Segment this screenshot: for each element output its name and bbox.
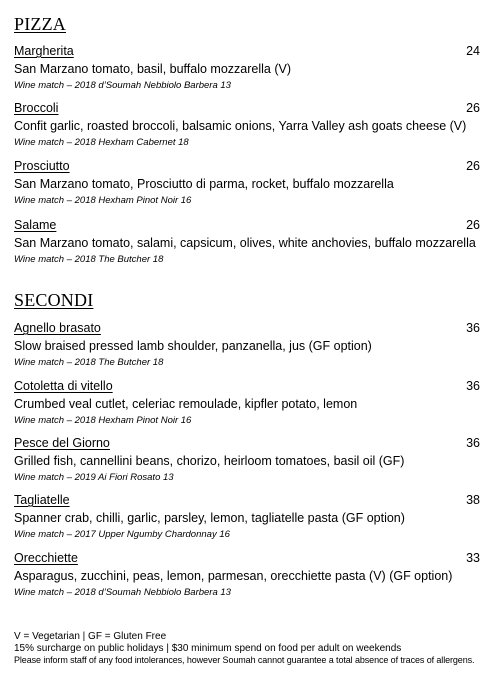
- section-title-pizza: PIZZA: [14, 14, 66, 34]
- item-description: Slow braised pressed lamb shoulder, panzanella, jus (GF option): [14, 339, 372, 353]
- menu-item: [14, 158, 480, 216]
- item-price: 26: [466, 218, 480, 232]
- item-price: 38: [466, 493, 480, 507]
- menu-item: [14, 550, 480, 608]
- menu-item: [14, 320, 480, 378]
- item-description: San Marzano tomato, Prosciutto di parma, rocket, buffalo mozzarella: [14, 177, 394, 191]
- item-description: Grilled fish, cannellini beans, chorizo, heirloom tomatoes, basil oil (GF): [14, 454, 405, 468]
- wine-match: Wine match – 2018 The Butcher 18: [14, 254, 164, 265]
- item-name: Orecchiette: [14, 551, 78, 565]
- item-name: Agnello brasato: [14, 321, 101, 335]
- wine-match: Wine match – 2018 d’Soumah Nebbiolo Barbera 13: [14, 587, 231, 598]
- menu-item: [14, 378, 480, 436]
- menu-item: [14, 492, 480, 550]
- wine-match: Wine match – 2018 Hexham Pinot Noir 16: [14, 195, 192, 206]
- section-title-secondi: SECONDI: [14, 290, 94, 310]
- allergen-note: Please inform staff of any food intolerances, however Soumah cannot guarantee a total absence of traces of allergens.: [14, 655, 475, 665]
- surcharge-note: 15% surcharge on public holidays | $30 minimum spend on food per adult on weekends: [14, 643, 402, 654]
- item-name: Pesce del Giorno: [14, 436, 110, 450]
- menu-page: [14, 0, 480, 700]
- item-name: Cotoletta di vitello: [14, 379, 113, 393]
- item-price: 36: [466, 379, 480, 393]
- item-name: Tagliatelle: [14, 493, 70, 507]
- item-name: Salame: [14, 218, 57, 232]
- item-name: Broccoli: [14, 101, 59, 115]
- item-description: San Marzano tomato, basil, buffalo mozzarella (V): [14, 62, 291, 76]
- wine-match: Wine match – 2019 Ai Fiori Rosato 13: [14, 472, 174, 483]
- item-name: Prosciutto: [14, 159, 70, 173]
- item-price: 26: [466, 159, 480, 173]
- menu-footer: [14, 631, 480, 666]
- wine-match: Wine match – 2018 The Butcher 18: [14, 357, 164, 368]
- item-name: Margherita: [14, 44, 74, 58]
- item-description: Crumbed veal cutlet, celeriac remoulade, kipfler potato, lemon: [14, 397, 358, 411]
- menu-item: [14, 217, 480, 275]
- dietary-legend: V = Vegetarian | GF = Gluten Free: [14, 631, 167, 642]
- item-price: 24: [466, 44, 480, 58]
- item-description: Confit garlic, roasted broccoli, balsamic onions, Yarra Valley ash goats cheese (V): [14, 119, 467, 133]
- item-price: 26: [466, 101, 480, 115]
- item-description: San Marzano tomato, salami, capsicum, olives, white anchovies, buffalo mozzarella: [14, 236, 476, 250]
- wine-match: Wine match – 2017 Upper Ngumby Chardonnay 16: [14, 529, 230, 540]
- menu-item: [14, 43, 480, 101]
- wine-match: Wine match – 2018 d’Soumah Nebbiolo Barbera 13: [14, 80, 231, 91]
- item-description: Spanner crab, chilli, garlic, parsley, lemon, tagliatelle pasta (GF option): [14, 511, 405, 525]
- wine-match: Wine match – 2018 Hexham Pinot Noir 16: [14, 415, 192, 426]
- item-price: 36: [466, 321, 480, 335]
- item-price: 33: [466, 551, 480, 565]
- item-price: 36: [466, 436, 480, 450]
- menu-item: [14, 435, 480, 493]
- item-description: Asparagus, zucchini, peas, lemon, parmesan, orecchiette pasta (V) (GF option): [14, 569, 453, 583]
- wine-match: Wine match – 2018 Hexham Cabernet 18: [14, 137, 189, 148]
- menu-item: [14, 100, 480, 158]
